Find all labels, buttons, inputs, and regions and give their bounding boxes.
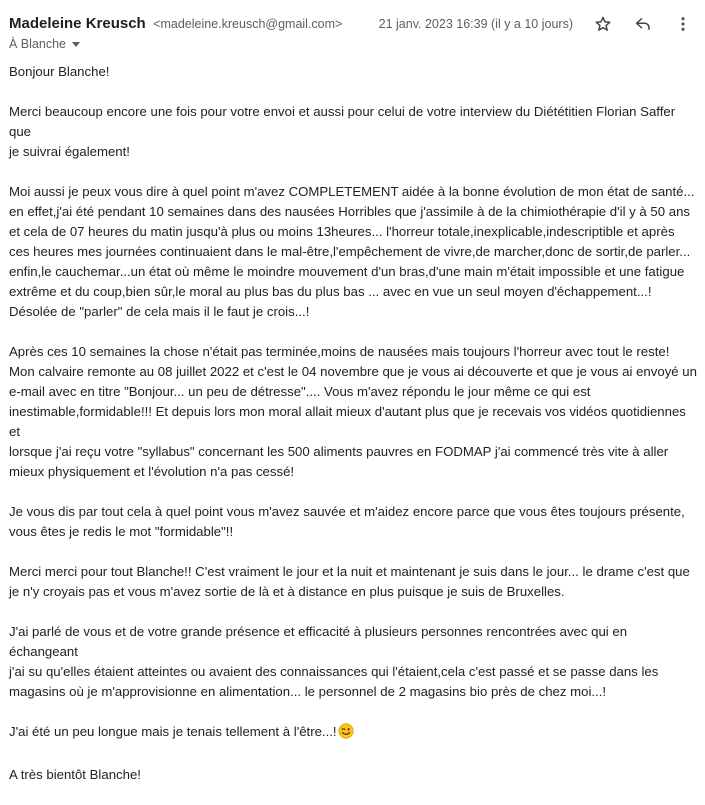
message-body [9,62,699,805]
paragraph-saved: Je vous dis par tout cela à quel point vous m'avez sauvée et m'aidez encore parce que vous êtes toujours présente, vous êtes je redis le mot "formidable"!! [9,504,685,539]
paragraph-merci: Merci merci pour tout Blanche!! C'est vraiment le jour et la nuit et maintenant je suis dans le jour... le drame c'est que je n'y croyais pas et vous m'avez sortie de là et à distance en plus puisque je suis de Bruxelles. [9,564,690,599]
more-options-button[interactable] [671,12,695,36]
paragraph-thanks: Merci beaucoup encore une fois pour votre envoi et aussi pour celui de votre interview du Diététitien Florian Saffer que je suivrai également! [9,104,676,159]
sender-name[interactable]: Madeleine Kreusch [9,15,146,32]
paragraph-long [9,722,699,745]
recipient-details-toggle[interactable] [9,37,80,51]
star-button[interactable] [591,12,615,36]
more-vertical-icon [674,15,692,33]
paragraph-after: Après ces 10 semaines la chose n'était pas terminée,moins de nausées mais toujours l'horreur avec tout le reste! Mon calvaire remonte au 08 juillet 2022 et c'est le 04 novembre que je vous ai découverte et que je vous ai envoyé un e-mail avec en titre "Bonjour... un peu de détresse".... Vous m'avez répondu le jour même ce qui est inestimable,formidable!!! Et depuis lors mon moral allait mieux d'autant plus que je recevais vos vidéos quotidiennes et lorsque j'ai reçu votre "syllabus" concernant les 500 aliments pauvres en FODMAP j'ai commencé très vite à aller mieux physiquement et l'évolution n'a pas cessé! [9,344,697,479]
message-date: 21 janv. 2023 16:39 (il y a 10 jours) [378,17,573,31]
recipient-label: À Blanche [9,37,66,51]
winking-face-emoji [338,723,354,745]
greeting: Bonjour Blanche! [9,64,110,79]
closing: A très bientôt Blanche! [9,767,141,782]
star-icon [594,15,612,33]
chevron-down-icon [72,42,80,47]
message-header [0,0,705,58]
paragraph-talked: J'ai parlé de vous et de votre grande présence et efficacité à plusieurs personnes rencontrées avec qui en échangeant j'ai su qu'elles étaient atteintes ou avaient des connaissances qui l'étaient,cela c'est passé et se passe dans les magasins où je m'approvisionne en alimentation... le personnel de 2 magasins bio près de chez moi...! [9,624,659,699]
paragraph-long-text: J'ai été un peu longue mais je tenais tellement à l'être...! [9,724,337,739]
reply-button[interactable] [631,12,655,36]
paragraph-health: Moi aussi je peux vous dire à quel point m'avez COMPLETEMENT aidée à la bonne évolution de mon état de santé... en effet,j'ai été pendant 10 semaines dans des nausées Horribles que j'assimile à de la chimiothérapie d'il y à 50 ans et cela de 07 heures du matin jusqu'à plus ou moins 13heures... l'horreur totale,inexplicable,indescriptible et après ces heures mes journées continuaient dans le mal-être,l'empêchement de vivre,de marcher,donc de sortir,de parler... enfin,le cauchemar...un état où même le moindre mouvement d'un bras,d'une main m'était impossible et une fatigue extrême et du coup,bien sûr,le moral au plus bas du plus bas ... avec en vue un seul moyen d'échappement...! Désolée de "parler" de cela mais il le faut je crois...! [9,184,695,319]
sender-line [9,15,342,33]
sender-email: <madeleine.kreusch@gmail.com> [153,17,343,31]
reply-icon [634,15,652,33]
